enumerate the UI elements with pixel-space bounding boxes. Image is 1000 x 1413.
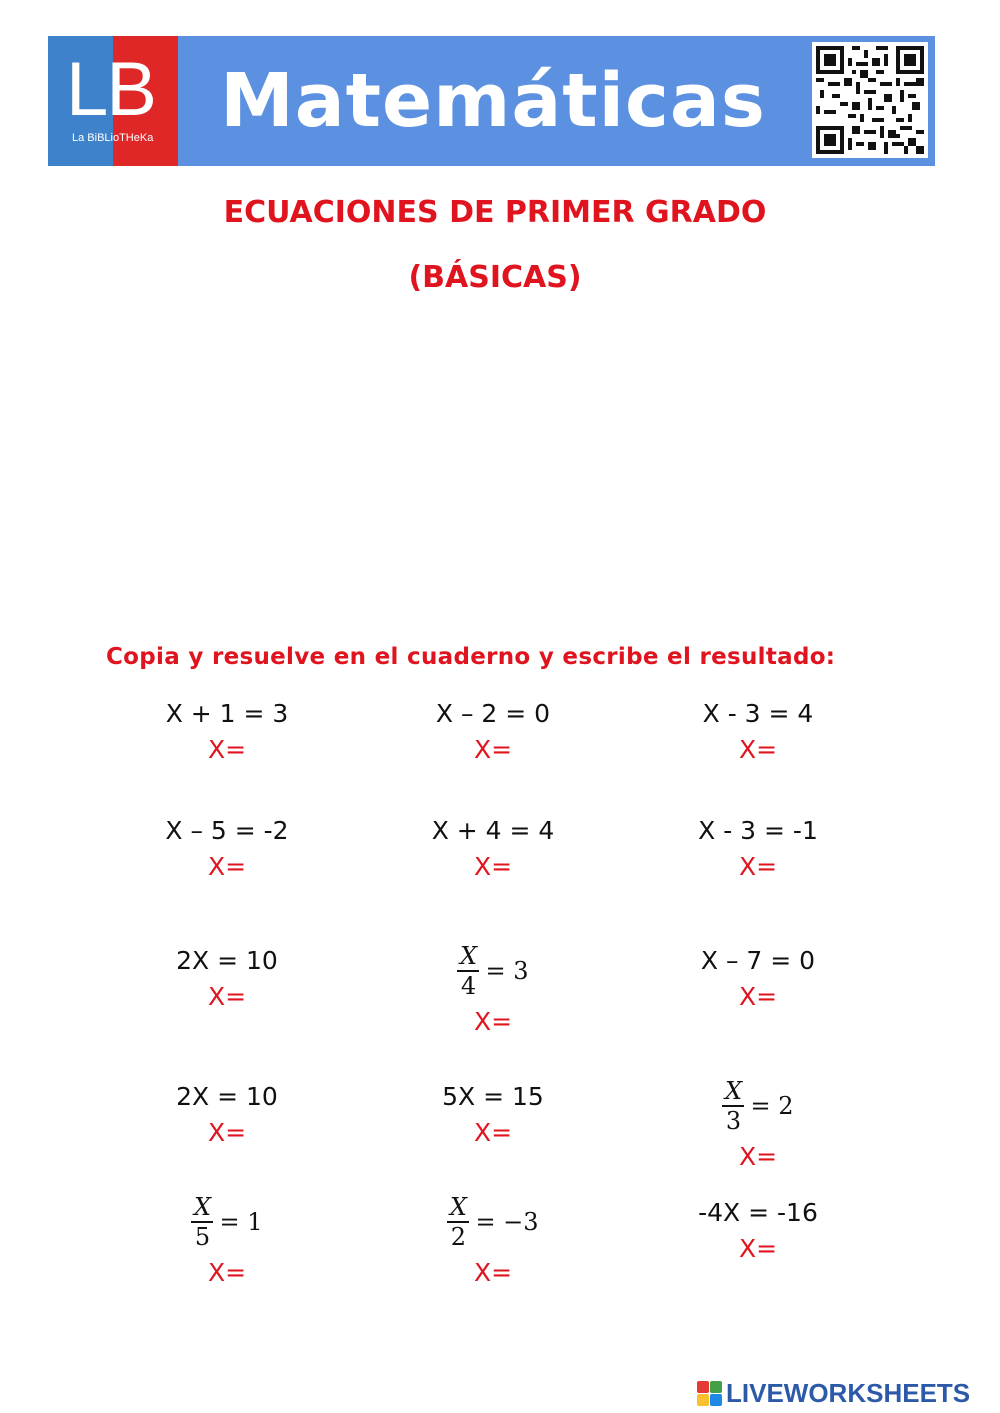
fraction-equation xyxy=(722,1073,793,1139)
equation: X – 2 = 0 xyxy=(435,699,551,728)
exercise xyxy=(383,1189,603,1291)
logo-letters: LB xyxy=(66,47,155,132)
exercise xyxy=(383,1079,603,1151)
fraction-numerator: X xyxy=(459,942,478,970)
equation: X + 1 = 3 xyxy=(165,699,289,728)
equation: 2X = 10 xyxy=(176,1082,278,1111)
answer-field[interactable]: X= xyxy=(473,852,513,881)
answer-field[interactable]: X= xyxy=(207,982,247,1011)
answer-field[interactable]: X= xyxy=(738,982,778,1011)
answer-field[interactable]: X= xyxy=(738,852,778,881)
liveworksheets-footer xyxy=(697,1376,970,1410)
answer-field[interactable]: X= xyxy=(473,735,513,764)
equation: X + 4 = 4 xyxy=(431,816,555,845)
equation: X – 5 = -2 xyxy=(165,816,289,845)
answer-field[interactable]: X= xyxy=(473,1007,513,1036)
equation: -4X = -16 xyxy=(698,1198,818,1227)
answer-field[interactable]: X= xyxy=(473,1258,513,1287)
page-title: Matemáticas xyxy=(220,58,766,144)
answer-field[interactable]: X= xyxy=(207,1118,247,1147)
exercise xyxy=(648,943,868,1015)
answer-field[interactable]: X= xyxy=(473,1118,513,1147)
fraction-equation xyxy=(191,1189,262,1255)
exercise xyxy=(117,943,337,1015)
exercise xyxy=(383,696,603,768)
exercise xyxy=(117,813,337,885)
exercise xyxy=(648,813,868,885)
fraction-denominator: 4 xyxy=(460,972,477,1000)
equation: X - 3 = 4 xyxy=(702,699,814,728)
fraction-rhs: = 1 xyxy=(219,1208,263,1236)
fraction-rhs: = −3 xyxy=(475,1208,539,1236)
answer-field[interactable]: X= xyxy=(738,735,778,764)
answer-field[interactable]: X= xyxy=(738,1234,778,1263)
logo xyxy=(48,36,178,166)
answer-field[interactable]: X= xyxy=(207,852,247,881)
exercise xyxy=(648,696,868,768)
instruction-text: Copia y resuelve en el cuaderno y escribe el resultado: xyxy=(106,644,836,670)
answer-field[interactable]: X= xyxy=(738,1142,778,1171)
fraction-denominator: 5 xyxy=(194,1223,211,1251)
fraction-rhs: = 3 xyxy=(485,957,529,985)
liveworksheets-brand[interactable]: LIVEWORKSHEETS xyxy=(726,1377,971,1408)
worksheet-heading: ECUACIONES DE PRIMER GRADO xyxy=(223,195,767,230)
answer-field[interactable]: X= xyxy=(207,735,247,764)
exercise xyxy=(648,1195,868,1267)
fraction-equation xyxy=(457,938,528,1004)
qr-code-icon xyxy=(816,46,924,154)
fraction-denominator: 2 xyxy=(450,1223,467,1251)
exercise xyxy=(648,1073,868,1175)
equation: 2X = 10 xyxy=(176,946,278,975)
exercise xyxy=(383,938,603,1040)
fraction-numerator: X xyxy=(193,1193,212,1221)
exercise xyxy=(117,1079,337,1151)
fraction-denominator: 3 xyxy=(725,1107,742,1135)
equation: X - 3 = -1 xyxy=(698,816,818,845)
exercise xyxy=(117,696,337,768)
equation: 5X = 15 xyxy=(442,1082,544,1111)
liveworksheets-logo-icon xyxy=(697,1381,722,1406)
fraction-rhs: = 2 xyxy=(750,1092,794,1120)
worksheet-subheading: (BÁSICAS) xyxy=(408,260,582,295)
fraction-numerator: X xyxy=(724,1077,743,1105)
equation: X – 7 = 0 xyxy=(700,946,816,975)
answer-field[interactable]: X= xyxy=(207,1258,247,1287)
fraction-numerator: X xyxy=(449,1193,467,1221)
logo-subtitle: La BiBLioTHeKa xyxy=(72,132,154,144)
exercise xyxy=(117,1189,337,1291)
qr-code xyxy=(812,42,928,158)
fraction-equation xyxy=(447,1189,538,1255)
exercise xyxy=(383,813,603,885)
